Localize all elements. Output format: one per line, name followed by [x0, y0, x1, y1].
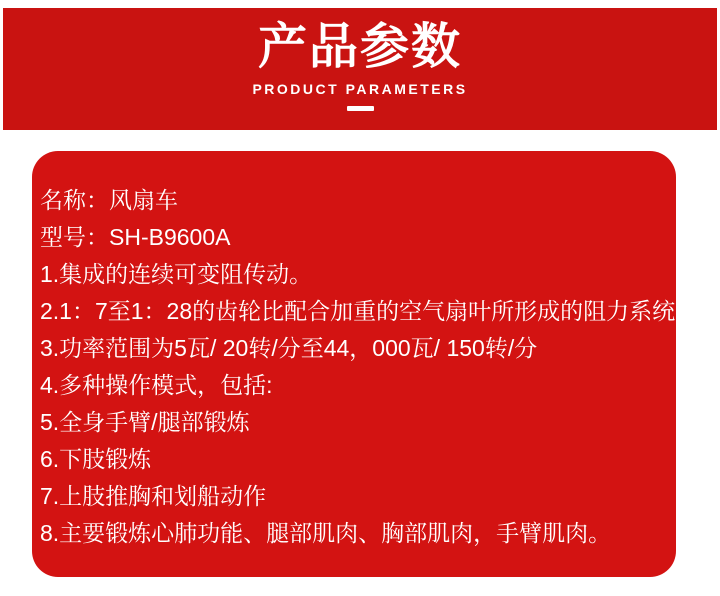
param-line-8: 8.主要锻炼心肺功能、腿部肌肉、胸部肌肉，手臂肌肉。	[40, 520, 612, 546]
param-line-4: 4.多种操作模式，包括:	[40, 372, 273, 398]
param-line-3: 3.功率范围为5瓦/ 20转/分至44，000瓦/ 150转/分	[40, 335, 538, 361]
param-line-model: 型号：SH-B9600A	[40, 224, 231, 250]
param-line-name: 名称：风扇车	[40, 187, 178, 213]
param-line-2: 2.1：7至1：28的齿轮比配合加重的空气扇叶所形成的阻力系统。	[40, 298, 699, 324]
param-line-1: 1.集成的连续可变阻传动。	[40, 261, 313, 287]
product-parameters-header	[3, 8, 717, 130]
param-line-5: 5.全身手臂/腿部锻炼	[40, 409, 250, 435]
section-subtitle: PRODUCT PARAMETERS	[252, 81, 468, 97]
underline-dash	[347, 106, 374, 111]
parameters-panel	[32, 151, 699, 577]
param-line-7: 7.上肢推胸和划船动作	[40, 483, 267, 509]
param-line-6: 6.下肢锻炼	[40, 446, 152, 472]
section-title: 产品参数	[257, 20, 462, 74]
